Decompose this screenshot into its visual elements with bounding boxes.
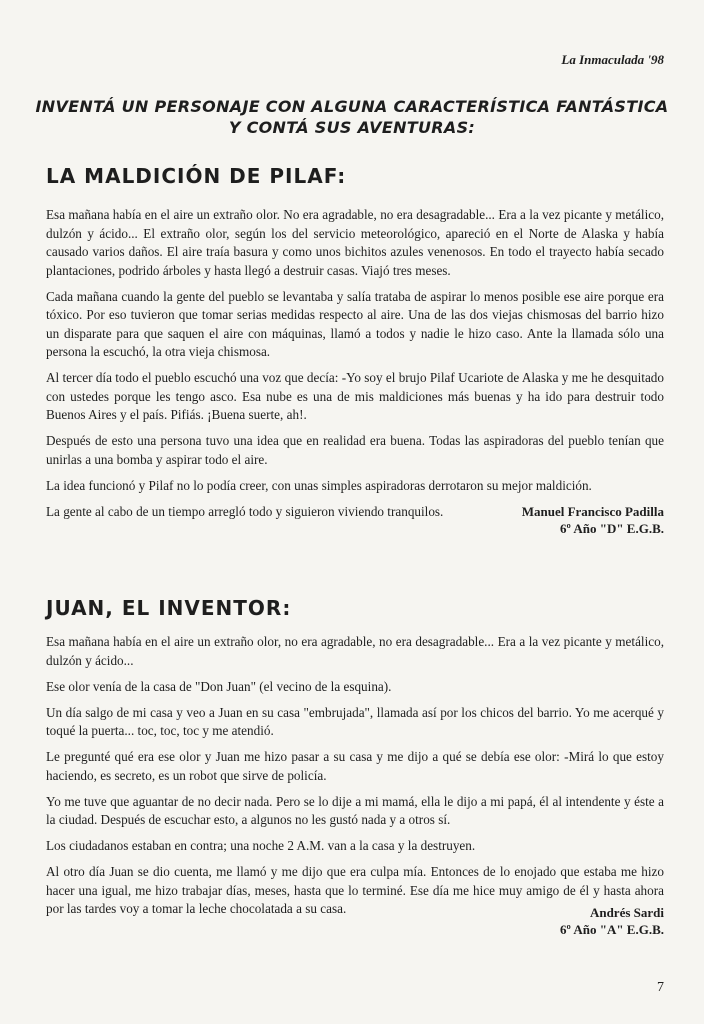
author-grade: 6º Año "A" E.G.B. <box>560 922 664 937</box>
publication-header: La Inmaculada '98 <box>561 52 664 67</box>
paragraph: Ese olor venía de la casa de "Don Juan" (el vecino de la esquina). <box>46 678 392 694</box>
author-signature-juan <box>560 904 664 938</box>
paragraph: La gente al cabo de un tiempo arregló todo y siguieron viviendo tranquilos. <box>46 503 444 519</box>
prompt-line-1: INVENTÁ UN PERSONAJE CON ALGUNA CARACTERÍSTICA FANTÁSTICA <box>35 97 669 116</box>
paragraph: La idea funcionó y Pilaf no lo podía creer, con unas simples aspiradoras derrotaron su mejor maldición. <box>46 477 592 493</box>
story-title-juan: JUAN, EL INVENTOR: <box>46 596 292 620</box>
author-signature-pilaf <box>522 503 664 537</box>
paragraph: Al tercer día todo el pueblo escuchó una voz que decía: -Yo soy el brujo Pilaf Ucariote de Alaska y me he desquitado con ustedes porque les tengo asco. Esa nube es una de mis maldiciones más buenas y ha ido para destruir todo Buenos Aires y el país. Pifiás. ¡Buena suerte, ah!. <box>46 370 664 422</box>
story-body-pilaf <box>46 206 664 529</box>
paragraph: Yo me tuve que aguantar de no decir nada. Pero se lo dije a mi mamá, ella le dijo a mi papá, él al intendente y éste a la ciudad. Después de escuchar esto, a algunos no les gustó nada y a otros sí. <box>46 793 664 827</box>
paragraph: Cada mañana cuando la gente del pueblo se levantaba y salía trataba de aspirar lo menos posible ese aire porque era tóxico. Por eso tuvieron que tomar serias medidas respecto al aire. Una de las dos viejas chismosas del barrio hizo un disparate para que saquen el aire con máquinas, llamó a todos y nadie le hizo caso. Ante la llamada sólo una persona la escuchó, la otra vieja chismosa. <box>46 288 664 359</box>
author-name: Manuel Francisco Padilla <box>521 504 664 519</box>
author-name: Andrés Sardi <box>589 905 664 920</box>
prompt-line-2: Y CONTÁ SUS AVENTURAS: <box>228 118 476 137</box>
page-number: 7 <box>657 980 664 995</box>
writing-prompt <box>0 96 704 138</box>
paragraph: Al otro día Juan se dio cuenta, me llamó y me dijo que era culpa mía. Entonces de lo enojado que estaba me hizo hacer una igual, me hizo trabajar días, meses, hasta que lo terminé. Ese día me hice muy amigo de él y hasta ahora por las tardes voy a tomar la leche chocolatada a su casa. <box>46 864 664 916</box>
story-title-pilaf: LA MALDICIÓN DE PILAF: <box>46 164 347 188</box>
paragraph: Esa mañana había en el aire un extraño olor. No era agradable, no era desagradable... Era a la vez picante y metálico, dulzón y ácido... El extraño olor, según los del servicio meteorológico, apareció en el Norte de Alaska y había causado varios daños. El aire traía basura y como unos bichitos azules venenosos. En todo el trayecto había secado plantaciones, podrido árboles y hasta llegó a destruir casas. Viajó tres meses. <box>46 207 664 278</box>
paragraph: Esa mañana había en el aire un extraño olor, no era agradable, no era desagradable... Era a la vez picante y metálico, dulzón y ácido... <box>46 634 664 668</box>
paragraph: Le pregunté qué era ese olor y Juan me hizo pasar a su casa y me dijo a qué se debía ese olor: -Mirá lo que estoy haciendo, es secreto, es un robot que sirve de policía. <box>46 749 664 783</box>
author-grade: 6º Año "D" E.G.B. <box>560 521 664 536</box>
paragraph: Después de esto una persona tuvo una idea que en realidad era buena. Todas las aspiradoras del pueblo tenían que unirlas a una bomba y aspirar todo el aire. <box>46 433 664 467</box>
paragraph: Los ciudadanos estaban en contra; una noche 2 A.M. van a la casa y la destruyen. <box>46 838 476 853</box>
story-body-juan <box>46 633 664 926</box>
paragraph: Un día salgo de mi casa y veo a Juan en su casa "embrujada", llamada así por los chicos del barrio. Yo me acerqué y toqué la puerta... toc, toc, toc y me atendió. <box>46 704 664 738</box>
